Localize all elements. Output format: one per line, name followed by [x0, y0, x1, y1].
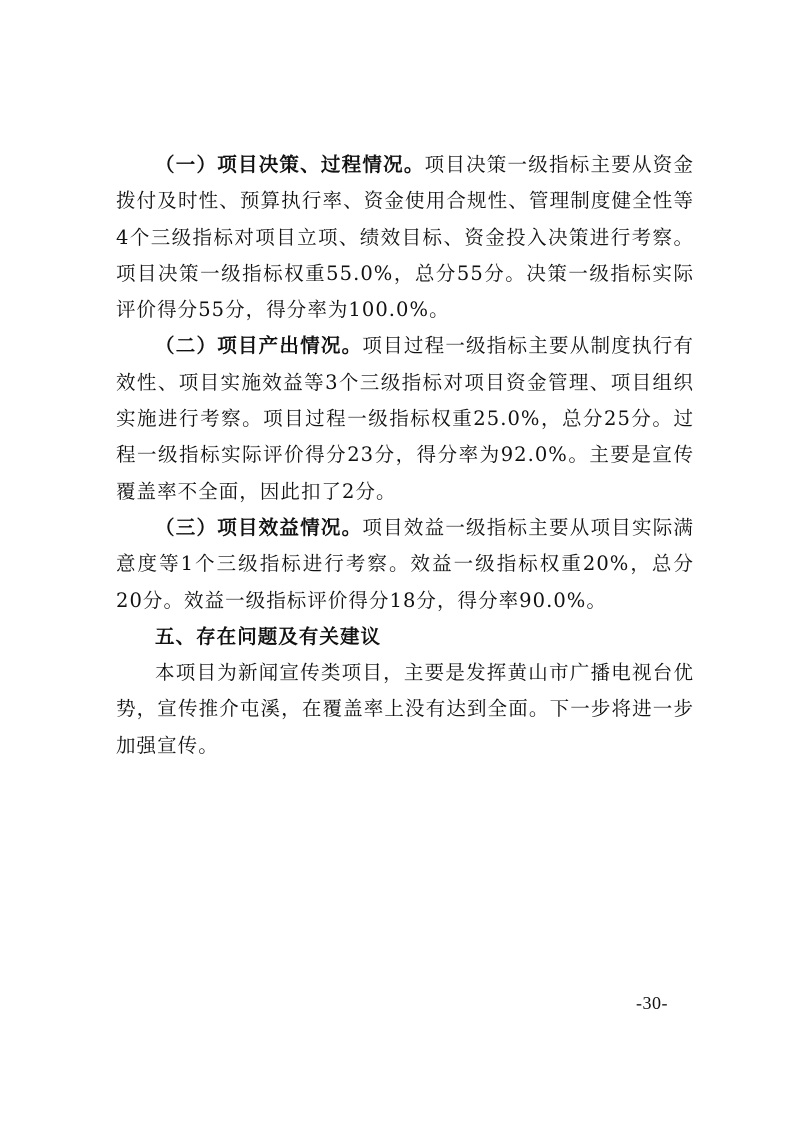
paragraph-project-output	[116, 328, 694, 509]
paragraph-heading: （一）项目决策、过程情况。	[155, 153, 425, 176]
paragraph-project-benefit	[116, 510, 694, 619]
paragraph-project-decision	[116, 147, 694, 328]
document-body	[116, 147, 694, 764]
paragraph-heading: （二）项目产出情况。	[155, 334, 363, 358]
paragraph-text: 项目效益一级指标主要从项目实际满意度等1个三级指标进行考察。效益一级指标权重20%，总分20分。效益一级指标评价得分18分，得分率90.0%。	[116, 515, 694, 612]
paragraph-issues-suggestions: 本项目为新闻宣传类项目，主要是发挥黄山市广播电视台优势，宣传推介屯溪，在覆盖率上没有达到全面。下一步将进一步加强宣传。	[116, 661, 694, 757]
paragraph-text: 项目决策一级指标主要从资金拨付及时性、预算执行率、资金使用合规性、管理制度健全性等4个三级指标对项目立项、绩效目标、资金投入决策进行考察。项目决策一级指标权重55.0%，总分55分。决策一级指标实际评价得分55分，得分率为100.0%。	[116, 153, 694, 322]
paragraph-heading: （三）项目效益情况。	[155, 515, 363, 539]
paragraph-text: 项目过程一级指标主要从制度执行有效性、项目实施效益等3个三级指标对项目资金管理、项目组织实施进行考察。项目过程一级指标权重25.0%，总分25分。过程一级指标实际评价得分23分，得分率为92.0%。主要是宣传覆盖率不全面，因此扣了2分。	[116, 334, 694, 503]
page-number: -30-	[636, 993, 668, 1013]
section-heading: 五、存在问题及有关建议	[155, 624, 382, 648]
